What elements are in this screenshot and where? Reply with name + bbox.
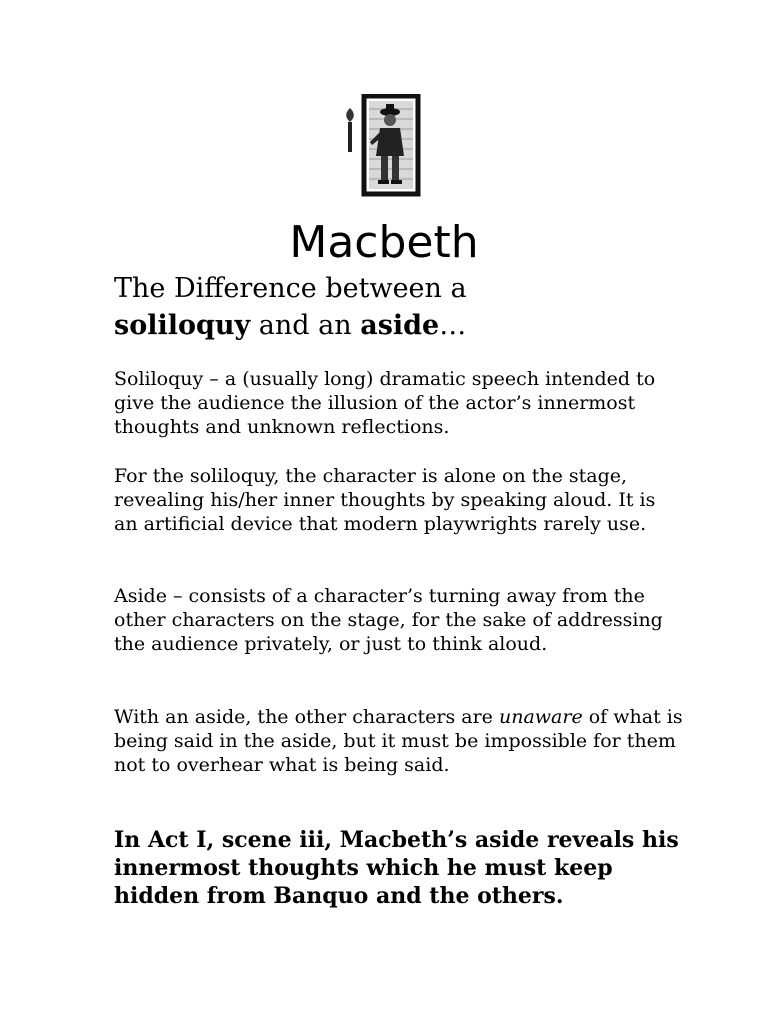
aside-explanation-before: With an aside, the other characters are <box>114 706 499 728</box>
document-subtitle <box>114 270 674 344</box>
aside-definition-paragraph: Aside – consists of a character’s turning away from the other characters on the stage, for the sake of addressing the audience privately, or just to think aloud. <box>114 585 663 655</box>
document-title: Macbeth <box>289 217 479 268</box>
subtitle-term-aside: aside <box>360 310 440 341</box>
aside-explanation-paragraph <box>114 705 684 777</box>
subtitle-line: The Difference between a <box>114 273 467 304</box>
subtitle-term-soliloquy: soliloquy <box>114 310 251 341</box>
woodcut-actor-with-torch-icon <box>340 94 426 198</box>
soliloquy-definition-paragraph: Soliloquy – a (usually long) dramatic speech intended to give the audience the illusion of the actor’s innermost thoughts and unknown reflections. <box>114 368 656 438</box>
aside-explanation-after: of what is being said in the aside, but it must be impossible for them not to overhear what is being said. <box>114 706 683 776</box>
subtitle-connector: and an <box>250 310 361 341</box>
aside-explanation-emphasis: unaware <box>498 706 583 728</box>
conclusion-paragraph: In Act I, scene iii, Macbeth’s aside reveals his innermost thoughts which he must keep hidden from Banquo and the others. <box>114 827 679 909</box>
soliloquy-explanation-paragraph: For the soliloquy, the character is alone on the stage, revealing his/her inner thoughts by speaking aloud. It is an artificial device that modern playwrights rarely use. <box>114 465 656 535</box>
subtitle-ellipsis: … <box>439 310 467 341</box>
